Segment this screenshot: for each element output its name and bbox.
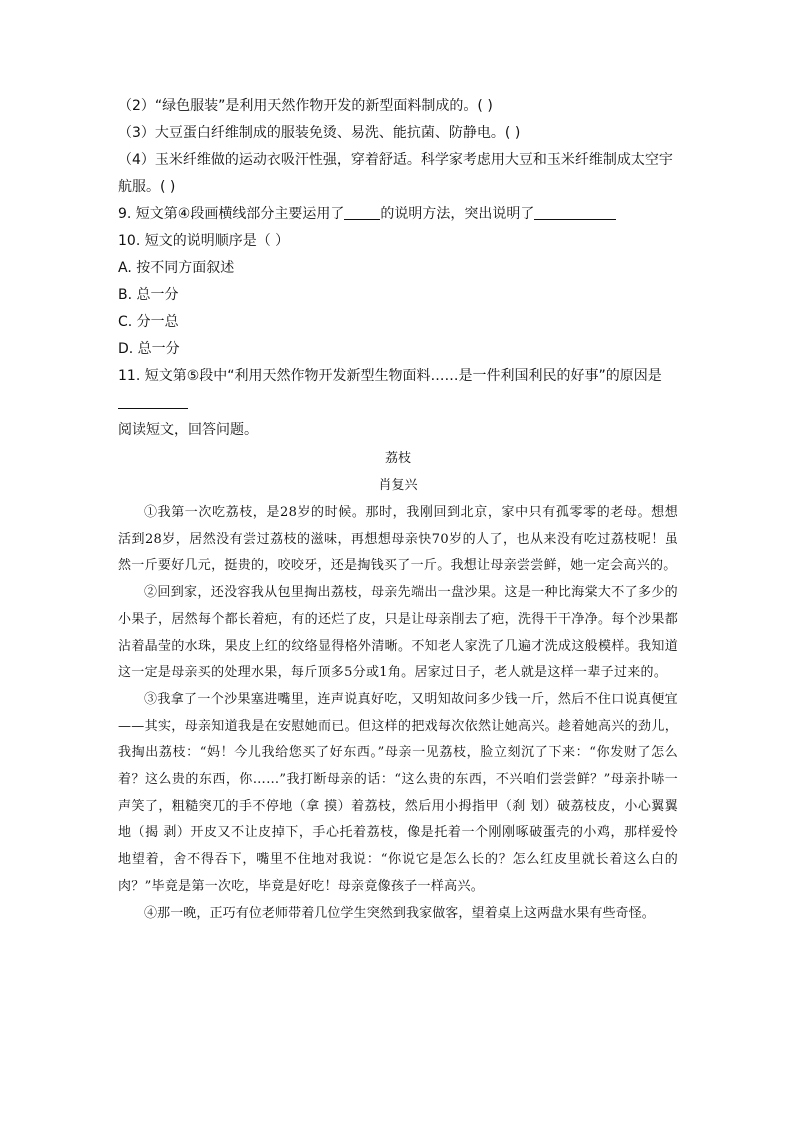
question-10: 10. 短文的说明顺序是（ ）: [118, 233, 290, 249]
question-11-answer: [118, 390, 678, 417]
option-d: D. 总一分: [118, 341, 180, 357]
passage-author: 肖复兴: [378, 478, 418, 493]
paragraph-2: ②回到家，还没容我从包里掏出荔枝，母亲先端出一盘沙果。这是一种比海棠大不了多少的小果子，居然每个都长着疤，有的还烂了皮，只是让母亲削去了疤，洗得干干净净。每个沙果都沾着晶莹的水珠，果皮上红的纹络显得格外清晰。不知老人家洗了几遍才洗成这般模样。我知道这一定是母亲买的处理水果，每斤顶多5分或1角。居家过日子，老人就是这样一辈子过来的。: [118, 585, 678, 681]
question-8-3: （3）大豆蛋白纤维制成的服装免烫、易洗、能抗菌、防静电。( ): [118, 125, 521, 141]
reading-prompt: 阅读短文，回答问题。: [118, 422, 258, 438]
option-b: B. 总一分: [118, 287, 179, 303]
passage-title: 荔枝: [384, 451, 411, 466]
answer-blank: [118, 392, 188, 409]
option-a: A. 按不同方面叙述: [118, 260, 235, 276]
questions-section: [118, 93, 678, 444]
question-11: 11. 短文第⑤段中“利用天然作物开发新型生物面料……是一件利国利民的好事”的原因是: [118, 368, 662, 384]
answer-blank: [344, 203, 380, 220]
question-9: [118, 201, 678, 228]
question-8-4-line1: （4）玉米纤维做的运动衣吸汗性强，穿着舒适。科学家考虑用大豆和玉米纤维制成太空宇: [118, 152, 673, 168]
option-c: C. 分一总: [118, 314, 179, 330]
answer-blank: [534, 203, 616, 220]
question-8-4-line2: 航服。( ): [118, 179, 176, 195]
question-9-text-1: 9. 短文第④段画横线部分主要运用了: [118, 206, 345, 222]
paragraph-4: ④那一晚，正巧有位老师带着几位学生突然到我家做客，望着桌上这两盘水果有些奇怪。: [144, 905, 655, 921]
paragraph-1: ①我第一次吃荔枝，是28岁的时候。那时，我刚回到北京，家中只有孤零零的老母。想想活到28岁，居然没有尝过荔枝的滋味，再想想母亲快70岁的人了，也从来没有吃过荔枝呢！虽然一斤要好几元，挺贵的，咬咬牙，还是掏钱买了一斤。我想让母亲尝尝鲜，她一定会高兴的。: [118, 505, 678, 574]
reading-passage: [118, 446, 678, 927]
paragraph-3: ③我拿了一个沙果塞进嘴里，连声说真好吃，又明知故问多少钱一斤，然后不住口说真便宜——其实，母亲知道我是在安慰她而已。但这样的把戏每次依然让她高兴。趁着她高兴的劲儿，我掏出荔枝：“妈！今儿我给您买了好东西。”母亲一见荔枝，脸立刻沉了下来：“你发财了怎么着？这么贵的东西，你……”我打断母亲的话：“这么贵的东西，不兴咱们尝尝鲜？”母亲扑哧一声笑了，粗糙突兀的手不停地（拿 摸）着荔枝，然后用小拇指甲（刹 划）破荔枝皮，小心翼翼地（揭 剥）开皮又不让皮掉下，手心托着荔枝，像是托着一个刚刚啄破蛋壳的小鸡，那样爱怜地望着，舍不得吞下，嘴里不住地对我说：“你说它是怎么长的？怎么红皮里就长着这么白的肉？”毕竟是第一次吃，毕竟是好吃！母亲竟像孩子一样高兴。: [118, 691, 678, 894]
question-9-text-2: 的说明方法，突出说明了: [380, 206, 535, 222]
question-8-2: （2）“绿色服装”是利用天然作物开发的新型面料制成的。( ): [118, 98, 493, 114]
